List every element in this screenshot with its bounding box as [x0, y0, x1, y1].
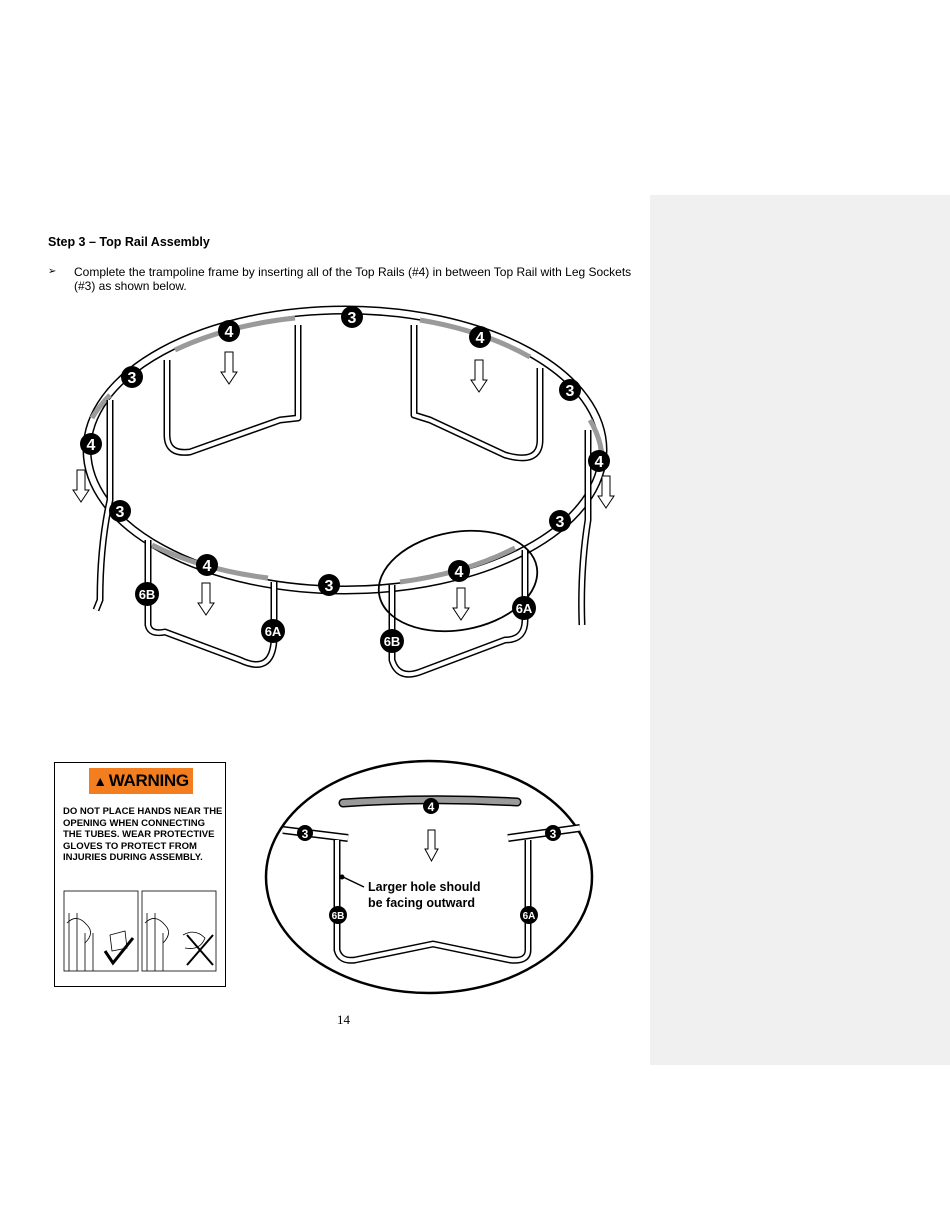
down-arrow-icon [425, 830, 438, 861]
svg-text:3: 3 [127, 370, 137, 387]
svg-text:4: 4 [427, 800, 435, 814]
badge-6b [135, 582, 159, 606]
checkmark-icon [105, 938, 133, 963]
hole-orientation-note: Larger hole should be facing outward [368, 880, 481, 910]
badge-4 [588, 450, 610, 472]
badge-4 [80, 433, 102, 455]
warning-label-text: WARNING [108, 771, 189, 790]
svg-text:6B: 6B [138, 587, 156, 602]
warning-panel [54, 762, 226, 987]
down-arrow-icon [221, 352, 237, 384]
glove-illustration [55, 763, 227, 988]
badge-3 [559, 379, 581, 401]
badge-6a [520, 906, 538, 924]
svg-text:3: 3 [301, 827, 309, 841]
warning-text: DO NOT PLACE HANDS NEAR THE OPENING WHEN CONNECTING THE TUBES. WEAR PROTECTIVE GLOVES TO PROTECT FROM INJURIES DURING ASSEMBLY. [63, 806, 223, 863]
svg-text:4: 4 [86, 437, 96, 454]
instruction-text: Complete the trampoline frame by inserting all of the Top Rails (#4) in between Top Rail with Leg Sockets (#3) as shown below. [74, 265, 632, 293]
svg-text:3: 3 [347, 310, 357, 327]
badge-6a [261, 619, 285, 643]
down-arrow-icon [453, 588, 469, 620]
badge-3 [341, 306, 363, 328]
hole-marker [340, 875, 345, 880]
hole-pointer-line [343, 877, 364, 887]
badge-6b [380, 629, 404, 653]
down-arrow-icon [471, 360, 487, 392]
badge-4 [469, 326, 491, 348]
bullet-arrow-icon: ➢ [48, 266, 57, 277]
badge-3 [549, 510, 571, 532]
warning-triangle-icon: ▲ [93, 773, 107, 789]
cross-icon [187, 935, 213, 965]
svg-text:3: 3 [549, 827, 557, 841]
badge-3 [545, 825, 561, 841]
svg-text:3: 3 [324, 578, 334, 595]
svg-text:4: 4 [594, 454, 604, 471]
svg-text:6A: 6A [522, 911, 536, 922]
badge-3 [318, 574, 340, 596]
badge-3 [121, 366, 143, 388]
badge-6b [329, 906, 347, 924]
svg-text:4: 4 [202, 558, 212, 575]
svg-text:6B: 6B [331, 911, 345, 922]
down-arrow-icon [198, 583, 214, 615]
incorrect-example-frame [142, 891, 216, 971]
svg-text:6A: 6A [264, 624, 282, 639]
svg-text:4: 4 [475, 330, 485, 347]
step-title: Step 3 – Top Rail Assembly [48, 235, 210, 249]
correct-example-frame [64, 891, 138, 971]
badge-6a [512, 596, 536, 620]
svg-text:3: 3 [555, 514, 565, 531]
svg-text:4: 4 [454, 564, 464, 581]
svg-text:3: 3 [115, 504, 125, 521]
badge-3 [109, 500, 131, 522]
badge-4 [423, 798, 439, 814]
svg-text:6B: 6B [383, 634, 401, 649]
hands-holding-tubes-icon [67, 913, 205, 971]
badge-4 [448, 560, 470, 582]
down-arrow-icons [73, 352, 614, 620]
badge-4 [218, 320, 240, 342]
svg-text:3: 3 [565, 383, 575, 400]
svg-text:6A: 6A [515, 601, 533, 616]
badge-4 [196, 554, 218, 576]
svg-text:4: 4 [224, 324, 234, 341]
badge-3 [297, 825, 313, 841]
page-number: 14 [337, 1012, 350, 1027]
